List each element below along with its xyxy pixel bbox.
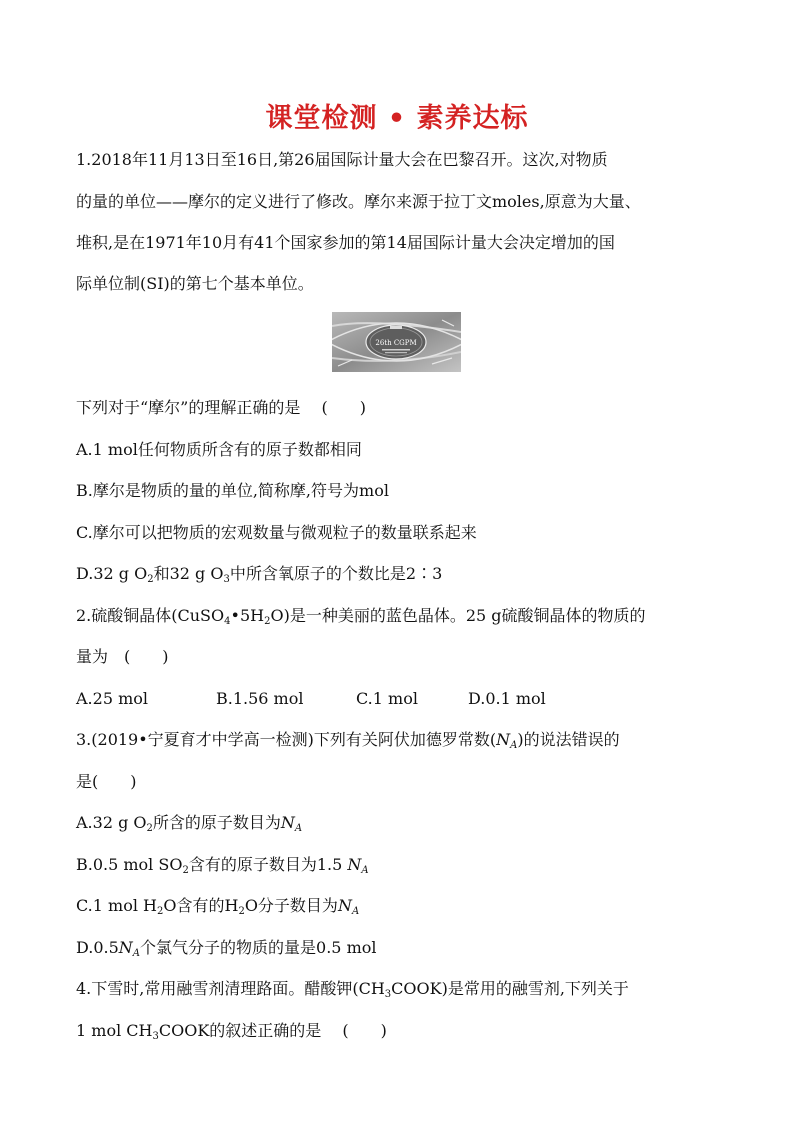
q2-options <box>76 689 736 709</box>
cgpm-photo <box>332 312 461 372</box>
q3-option-b: B.0.5 mol $SO_2$含有的原子数目为1.5 $N_A$ <box>76 855 369 876</box>
q2-option-c: C.1 mol <box>356 689 418 708</box>
q1-option-b: B.摩尔是物质的量的单位,简称摩,符号为mol <box>76 481 389 500</box>
section-title: 课堂检测 • 素养达标 <box>265 103 529 134</box>
q3-option-a: A.32 g $O_2$所含的原子数目为$N_A$ <box>76 813 303 834</box>
q1-stem: 下列对于“摩尔”的理解正确的是 ( ) <box>76 398 366 417</box>
q1-option-d: D.32 g $O_2$和32 g $O_3$中所含氧原子的个数比是2∶3 <box>76 564 443 585</box>
cgpm-photo-label: 26th CGPM <box>375 339 417 347</box>
q2-option-a: A.25 mol <box>76 689 149 708</box>
q3-line-1: 3.(2019•宁夏育才中学高一检测)下列有关阿伏加德罗常数$(N_A)$的说法错误的 <box>76 730 620 751</box>
q1-option-a: A.1 mol任何物质所含有的原子数都相同 <box>76 440 362 459</box>
cgpm-photo-image <box>332 312 461 372</box>
q1-line-4: 际单位制(SI)的第七个基本单位。 <box>76 274 314 293</box>
q1-line-1: 1.2018年11月13日至16日,第26届国际计量大会在巴黎召开。这次,对物质 <box>76 150 608 169</box>
q4-line-2: 1 mol $CH_3COOK$的叙述正确的是 ( ) <box>76 1021 387 1042</box>
q2-option-b: B.1.56 mol <box>216 689 304 708</box>
q2-option-d: D.0.1 mol <box>468 689 546 708</box>
q4-line-1: 4.下雪时,常用融雪剂清理路面。醋酸钾$(CH_3COOK)$是常用的融雪剂,下列关于 <box>76 979 629 1000</box>
q3-option-c: C.1 mol $H_2O$含有的$H_2O$分子数目为$N_A$ <box>76 896 360 917</box>
q1-line-2: 的量的单位——摩尔的定义进行了修改。摩尔来源于拉丁文moles,原意为大量、 <box>76 192 641 211</box>
q2-line-2: 量为 ( ) <box>76 647 169 666</box>
q1-option-c: C.摩尔可以把物质的宏观数量与微观粒子的数量联系起来 <box>76 523 477 542</box>
q3-line-2: 是( ) <box>76 772 137 791</box>
q2-line-1: 2.硫酸铜晶体$(CuSO_4•5H_2O)$是一种美丽的蓝色晶体。25 g硫酸铜晶体的物质的 <box>76 606 646 627</box>
q1-line-3: 堆积,是在1971年10月有41个国家参加的第14届国际计量大会决定增加的国 <box>76 233 615 252</box>
q3-option-d: $D.0.5N_A$个氯气分子的物质的量是0.5 mol <box>76 938 377 959</box>
